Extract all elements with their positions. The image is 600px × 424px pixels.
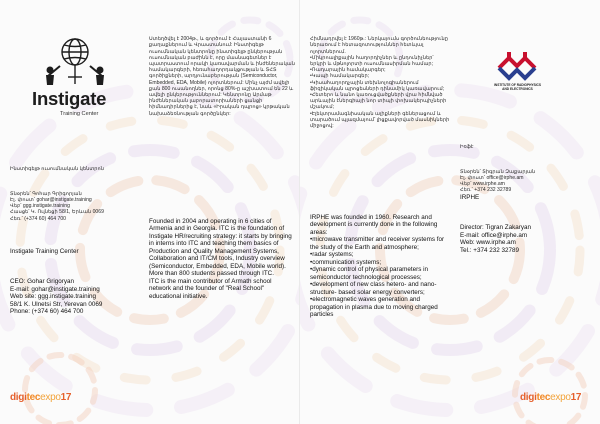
irphe-logo-caption: INSTITUTE OF RADIOPHYSICS AND ELECTRONICS xyxy=(494,83,541,91)
footer-logo-part-4: 17 xyxy=(60,392,72,403)
footer-logo-part-1: digi xyxy=(520,392,537,403)
english-right-column xyxy=(460,186,590,262)
footer-logo-part-2: tec xyxy=(26,392,41,403)
english-heading: IRPHE xyxy=(460,193,480,201)
instigate-tagline: Training Center xyxy=(60,111,99,117)
footer-logo-part-1: digi xyxy=(10,392,27,403)
english-contacts: CEO: Gohar Grigoryan E-mail: gohar@instigate.training Web site: ggg.instigate.training 58/1 K. Ulnetsi Str, Yerevan 0069 Phone: (+374 60) 464 700 xyxy=(10,278,103,315)
right-page xyxy=(300,0,600,424)
instigate-wordmark: Instigate xyxy=(32,88,107,109)
english-left-column xyxy=(10,240,145,323)
english-description: IRPHE was founded in 1960. Research and development is currently done in the following areas: •microwave transmitter and receiver systems for the study of the Earth and atmosphere; •radar systems; •communication systems; •dynamic control of physical parameters in semiconductor technological processes; •development of new class hetero- and nano-structure- based solar energy converters; •electromagnetic waves generation and propagation in plasma due to moving charged particles xyxy=(310,213,445,318)
english-description: Founded in 2004 and operating in 6 cities of Armenia and in Georgia. ITC is the foundation of Instigate HR/recruiting strategy: it starts by bringing in interns into ITC and teaching them basics of Production and Quality Management Systems, Collaboration and IT/CM tools, Industry overview (Semiconductor, Embedded, EDA, Mobile world). More than 800 students passed through ITC. ITC is the main contributor of Armath school network and the founder of "Real School" educational initiative. xyxy=(149,217,292,300)
english-contacts: Director: Tigran Zakaryan E-mail: office@irphe.am Web: www.irphe.am Tel.: +374 232 32789 xyxy=(460,224,532,254)
armenian-right-column xyxy=(149,30,295,123)
digitec-expo-logo xyxy=(10,392,71,403)
footer-logo-part-2: tec xyxy=(536,392,551,403)
armenian-contacts: Տնօրեն՝ Գոհար Գրիգորյան Էլ. փոստ՝ gohar@instigate.training Վեբ՝ ggg.instigate.training Հասցե՝ Կ. Ուլնեցի 58/1, Երևան 0069 Հեռ.՝ (+374 60) 464 700 xyxy=(10,190,104,222)
armenian-heading: Ինստիգեյթ ուսումնական կենտրոն xyxy=(10,166,104,173)
english-right-column xyxy=(149,210,294,308)
footer-logo-part-3: expo xyxy=(40,392,61,403)
armenian-heading: Իռֆէ xyxy=(460,144,474,151)
armenian-description: Ստեղծվել է 2004թ., և գործում է Հայաստանի 6 քաղաքներում և Վրաստանում: Ինստիգեյթ ուսումնական կենտրոնը ինստիգեյթ ընկերության ուսումնական բաժինն է, որը մասնագետներ է պատրաստում որակի կառավարման և ինժեներական համակարգերի, հեռահաղորդակցության և ՏՀՏ գործիքների, արդյունաբերության (Semiconductor, Embedded, EDA, Mobile) ոլորտներում: Մինչ այժմ ավելի քան 800 ուսանողներ, որոնց 80%-ը աշխատում են 22 և ավելի ընկերություններում: Կենտրոնը Արմաթ ինժեներական լաբորատորիաների ցանցի հիմնադիրներից է, նաև «Իրական դպրոց» կրթական նախաձեռնության գործընկեր: xyxy=(149,36,295,117)
footer-logo-part-3: expo xyxy=(550,392,571,403)
english-heading: Instigate Training Center xyxy=(10,247,79,255)
armenian-description: Հիմնադրվել է 1960թ.: Ներկայումս գործունեությունը ներառում է հետազոտություններ հետևյալ ոլորտներում. •Միկրոալիքային հաղորդիչներ և ընդունիչներ՝ երկրի և մթնոլորտի ուսումնասիրման համար; •Ռադարային համակարգեր; •Կապի համակարգեր; •Կիսահաղորդչային տեխնոլոգիաներում ֆիզիկական պրոցեսների դինամիկ կառավարում; •Հետերո և նանո կառուցվածքների վրա հիմնված արևային էներգիայի նոր տիպի փոխակերպիչների մշակում; •Էլեկտրամագնիսական ալիքների գեներացում և տարածում պլազմայում՝ լիցքավորված մասնիկների միջոցով: xyxy=(310,36,450,130)
armenian-left-column xyxy=(310,30,450,135)
digitec-expo-logo xyxy=(520,392,581,403)
english-left-column xyxy=(310,206,452,326)
armenian-contacts: Տնօրեն՝ Տիգրան Զաքարյան Էլ. փոստ՝ office@irphe.am Վեբ՝ www.irphe.am Հեռ.՝ +374 232 32789 xyxy=(460,168,536,194)
armenian-left-column xyxy=(10,160,140,228)
footer-logo-part-4: 17 xyxy=(570,392,582,403)
